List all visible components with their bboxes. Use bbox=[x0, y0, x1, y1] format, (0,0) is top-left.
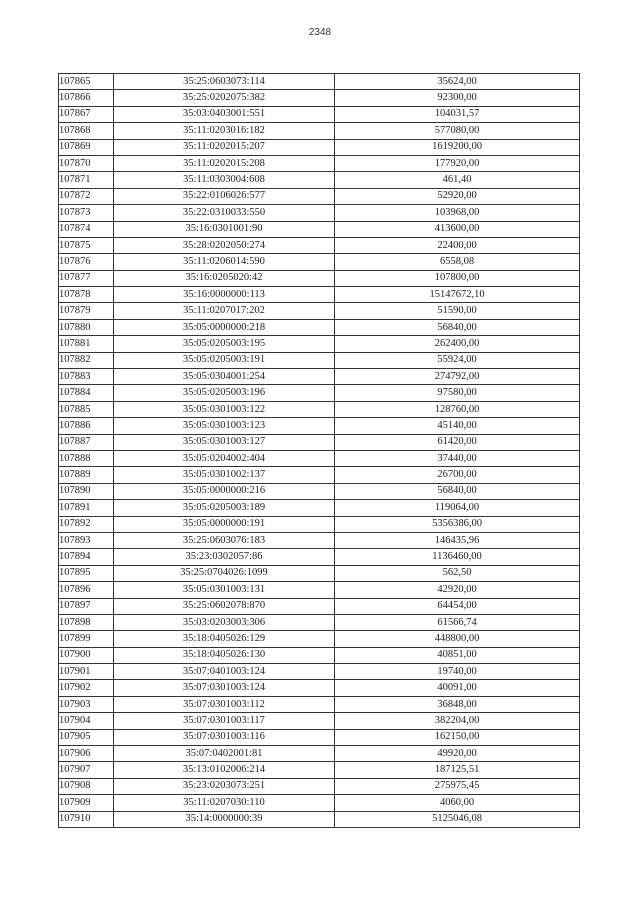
table-row bbox=[59, 90, 580, 106]
table-row bbox=[59, 532, 580, 548]
value-cell: 26700,00 bbox=[335, 467, 580, 483]
row-number-cell: 107883 bbox=[59, 369, 114, 385]
row-number-cell: 107866 bbox=[59, 90, 114, 106]
row-number-cell: 107885 bbox=[59, 401, 114, 417]
value-cell: 22400,00 bbox=[335, 237, 580, 253]
row-number-cell: 107884 bbox=[59, 385, 114, 401]
value-cell: 19740,00 bbox=[335, 664, 580, 680]
row-number-cell: 107895 bbox=[59, 565, 114, 581]
table-row bbox=[59, 811, 580, 827]
cadastral-number-cell: 35:05:0301003:127 bbox=[114, 434, 335, 450]
cadastral-number-cell: 35:05:0205003:196 bbox=[114, 385, 335, 401]
table-row bbox=[59, 369, 580, 385]
value-cell: 177920,00 bbox=[335, 155, 580, 171]
value-cell: 5356386,00 bbox=[335, 516, 580, 532]
row-number-cell: 107910 bbox=[59, 811, 114, 827]
row-number-cell: 107908 bbox=[59, 778, 114, 794]
row-number-cell: 107888 bbox=[59, 450, 114, 466]
cadastral-number-cell: 35:05:0304001:254 bbox=[114, 369, 335, 385]
cadastral-number-cell: 35:25:0704026:1099 bbox=[114, 565, 335, 581]
value-cell: 36848,00 bbox=[335, 696, 580, 712]
row-number-cell: 107867 bbox=[59, 106, 114, 122]
value-cell: 562,50 bbox=[335, 565, 580, 581]
table-row bbox=[59, 516, 580, 532]
cadastral-number-cell: 35:11:0203016:182 bbox=[114, 123, 335, 139]
table-row bbox=[59, 188, 580, 204]
table-row bbox=[59, 385, 580, 401]
cadastral-number-cell: 35:05:0000000:218 bbox=[114, 319, 335, 335]
row-number-cell: 107882 bbox=[59, 352, 114, 368]
cadastral-number-cell: 35:16:0000000:113 bbox=[114, 287, 335, 303]
value-cell: 1619200,00 bbox=[335, 139, 580, 155]
cadastral-number-cell: 35:07:0402001:81 bbox=[114, 746, 335, 762]
value-cell: 64454,00 bbox=[335, 598, 580, 614]
table-row bbox=[59, 500, 580, 516]
row-number-cell: 107869 bbox=[59, 139, 114, 155]
cadastral-number-cell: 35:22:0106026:577 bbox=[114, 188, 335, 204]
table-row bbox=[59, 237, 580, 253]
value-cell: 51590,00 bbox=[335, 303, 580, 319]
row-number-cell: 107865 bbox=[59, 74, 114, 90]
cadastral-number-cell: 35:14:0000000:39 bbox=[114, 811, 335, 827]
value-cell: 262400,00 bbox=[335, 336, 580, 352]
value-cell: 35624,00 bbox=[335, 74, 580, 90]
row-number-cell: 107874 bbox=[59, 221, 114, 237]
cadastral-number-cell: 35:05:0301003:122 bbox=[114, 401, 335, 417]
value-cell: 56840,00 bbox=[335, 483, 580, 499]
value-cell: 103968,00 bbox=[335, 205, 580, 221]
value-cell: 1136460,00 bbox=[335, 549, 580, 565]
row-number-cell: 107893 bbox=[59, 532, 114, 548]
value-cell: 274792,00 bbox=[335, 369, 580, 385]
value-cell: 382204,00 bbox=[335, 713, 580, 729]
value-cell: 61566,74 bbox=[335, 614, 580, 630]
value-cell: 104031,57 bbox=[335, 106, 580, 122]
value-cell: 40091,00 bbox=[335, 680, 580, 696]
value-cell: 15147672,10 bbox=[335, 287, 580, 303]
value-cell: 275975,45 bbox=[335, 778, 580, 794]
value-cell: 5125046,08 bbox=[335, 811, 580, 827]
value-cell: 37440,00 bbox=[335, 450, 580, 466]
value-cell: 61420,00 bbox=[335, 434, 580, 450]
table-row bbox=[59, 123, 580, 139]
row-number-cell: 107897 bbox=[59, 598, 114, 614]
cadastral-number-cell: 35:25:0603076:183 bbox=[114, 532, 335, 548]
table-row bbox=[59, 647, 580, 663]
cadastral-number-cell: 35:07:0301003:124 bbox=[114, 680, 335, 696]
value-cell: 448800,00 bbox=[335, 631, 580, 647]
value-cell: 40851,00 bbox=[335, 647, 580, 663]
row-number-cell: 107873 bbox=[59, 205, 114, 221]
value-cell: 97580,00 bbox=[335, 385, 580, 401]
table-row bbox=[59, 696, 580, 712]
value-cell: 187125,51 bbox=[335, 762, 580, 778]
table-row bbox=[59, 729, 580, 745]
value-cell: 162150,00 bbox=[335, 729, 580, 745]
table-row bbox=[59, 155, 580, 171]
row-number-cell: 107879 bbox=[59, 303, 114, 319]
table-row bbox=[59, 565, 580, 581]
row-number-cell: 107903 bbox=[59, 696, 114, 712]
value-cell: 42920,00 bbox=[335, 582, 580, 598]
row-number-cell: 107878 bbox=[59, 287, 114, 303]
row-number-cell: 107871 bbox=[59, 172, 114, 188]
value-cell: 107800,00 bbox=[335, 270, 580, 286]
cadastral-number-cell: 35:07:0301003:117 bbox=[114, 713, 335, 729]
cadastral-number-cell: 35:16:0205020:42 bbox=[114, 270, 335, 286]
row-number-cell: 107906 bbox=[59, 746, 114, 762]
row-number-cell: 107894 bbox=[59, 549, 114, 565]
cadastral-number-cell: 35:03:0403001:551 bbox=[114, 106, 335, 122]
row-number-cell: 107901 bbox=[59, 664, 114, 680]
cadastral-number-cell: 35:07:0301003:116 bbox=[114, 729, 335, 745]
table-row bbox=[59, 582, 580, 598]
cadastral-number-cell: 35:11:0207017:202 bbox=[114, 303, 335, 319]
row-number-cell: 107909 bbox=[59, 795, 114, 811]
row-number-cell: 107907 bbox=[59, 762, 114, 778]
row-number-cell: 107896 bbox=[59, 582, 114, 598]
cadastral-number-cell: 35:23:0203073:251 bbox=[114, 778, 335, 794]
value-cell: 119064,00 bbox=[335, 500, 580, 516]
table-row bbox=[59, 680, 580, 696]
value-cell: 52920,00 bbox=[335, 188, 580, 204]
row-number-cell: 107891 bbox=[59, 500, 114, 516]
table-body bbox=[59, 74, 580, 828]
cadastral-value-table bbox=[58, 73, 580, 828]
cadastral-number-cell: 35:03:0203003:306 bbox=[114, 614, 335, 630]
table-row bbox=[59, 401, 580, 417]
cadastral-number-cell: 35:11:0206014:590 bbox=[114, 254, 335, 270]
row-number-cell: 107890 bbox=[59, 483, 114, 499]
row-number-cell: 107868 bbox=[59, 123, 114, 139]
cadastral-number-cell: 35:05:0301003:123 bbox=[114, 418, 335, 434]
table-row bbox=[59, 713, 580, 729]
cadastral-number-cell: 35:05:0301003:131 bbox=[114, 582, 335, 598]
table-row bbox=[59, 434, 580, 450]
table-row bbox=[59, 450, 580, 466]
cadastral-number-cell: 35:25:0202075:382 bbox=[114, 90, 335, 106]
table-row bbox=[59, 254, 580, 270]
table-row bbox=[59, 614, 580, 630]
value-cell: 146435,96 bbox=[335, 532, 580, 548]
row-number-cell: 107872 bbox=[59, 188, 114, 204]
row-number-cell: 107881 bbox=[59, 336, 114, 352]
cadastral-number-cell: 35:28:0202050:274 bbox=[114, 237, 335, 253]
cadastral-number-cell: 35:11:0202015:208 bbox=[114, 155, 335, 171]
row-number-cell: 107887 bbox=[59, 434, 114, 450]
table-row bbox=[59, 352, 580, 368]
table-row bbox=[59, 205, 580, 221]
row-number-cell: 107904 bbox=[59, 713, 114, 729]
row-number-cell: 107870 bbox=[59, 155, 114, 171]
cadastral-number-cell: 35:23:0302057:86 bbox=[114, 549, 335, 565]
table-row bbox=[59, 74, 580, 90]
table-row bbox=[59, 172, 580, 188]
table-row bbox=[59, 319, 580, 335]
table-row bbox=[59, 303, 580, 319]
value-cell: 4060,00 bbox=[335, 795, 580, 811]
cadastral-number-cell: 35:13:0102006:214 bbox=[114, 762, 335, 778]
cadastral-number-cell: 35:05:0205003:195 bbox=[114, 336, 335, 352]
table-row bbox=[59, 483, 580, 499]
cadastral-number-cell: 35:18:0405026:129 bbox=[114, 631, 335, 647]
table-row bbox=[59, 762, 580, 778]
value-cell: 92300,00 bbox=[335, 90, 580, 106]
table-row bbox=[59, 287, 580, 303]
row-number-cell: 107900 bbox=[59, 647, 114, 663]
cadastral-number-cell: 35:05:0000000:216 bbox=[114, 483, 335, 499]
value-cell: 49920,00 bbox=[335, 746, 580, 762]
cadastral-number-cell: 35:07:0301003:112 bbox=[114, 696, 335, 712]
table-row bbox=[59, 631, 580, 647]
table-row bbox=[59, 795, 580, 811]
value-cell: 6558,08 bbox=[335, 254, 580, 270]
table-row bbox=[59, 270, 580, 286]
table-row bbox=[59, 778, 580, 794]
table-row bbox=[59, 336, 580, 352]
row-number-cell: 107898 bbox=[59, 614, 114, 630]
value-cell: 413600,00 bbox=[335, 221, 580, 237]
cadastral-number-cell: 35:05:0000000:191 bbox=[114, 516, 335, 532]
row-number-cell: 107875 bbox=[59, 237, 114, 253]
table-row bbox=[59, 746, 580, 762]
cadastral-number-cell: 35:11:0202015:207 bbox=[114, 139, 335, 155]
table-row bbox=[59, 418, 580, 434]
row-number-cell: 107889 bbox=[59, 467, 114, 483]
cadastral-number-cell: 35:07:0401003:124 bbox=[114, 664, 335, 680]
page-number: 2348 bbox=[308, 27, 332, 38]
value-cell: 128760,00 bbox=[335, 401, 580, 417]
row-number-cell: 107886 bbox=[59, 418, 114, 434]
value-cell: 56840,00 bbox=[335, 319, 580, 335]
table-row bbox=[59, 139, 580, 155]
cadastral-number-cell: 35:05:0205003:189 bbox=[114, 500, 335, 516]
cadastral-number-cell: 35:05:0301002:137 bbox=[114, 467, 335, 483]
table-row bbox=[59, 106, 580, 122]
cadastral-number-cell: 35:05:0204002:404 bbox=[114, 450, 335, 466]
row-number-cell: 107899 bbox=[59, 631, 114, 647]
cadastral-number-cell: 35:16:0301001:90 bbox=[114, 221, 335, 237]
table-row bbox=[59, 664, 580, 680]
cadastral-number-cell: 35:11:0303004:608 bbox=[114, 172, 335, 188]
row-number-cell: 107876 bbox=[59, 254, 114, 270]
value-cell: 461,40 bbox=[335, 172, 580, 188]
row-number-cell: 107892 bbox=[59, 516, 114, 532]
table-row bbox=[59, 549, 580, 565]
table-row bbox=[59, 221, 580, 237]
table-row bbox=[59, 467, 580, 483]
cadastral-number-cell: 35:22:0310033:550 bbox=[114, 205, 335, 221]
cadastral-number-cell: 35:05:0205003:191 bbox=[114, 352, 335, 368]
row-number-cell: 107877 bbox=[59, 270, 114, 286]
row-number-cell: 107905 bbox=[59, 729, 114, 745]
cadastral-number-cell: 35:25:0602078:870 bbox=[114, 598, 335, 614]
row-number-cell: 107880 bbox=[59, 319, 114, 335]
cadastral-number-cell: 35:11:0207030:110 bbox=[114, 795, 335, 811]
row-number-cell: 107902 bbox=[59, 680, 114, 696]
table-row bbox=[59, 598, 580, 614]
cadastral-number-cell: 35:18:0405026:130 bbox=[114, 647, 335, 663]
value-cell: 577080,00 bbox=[335, 123, 580, 139]
value-cell: 55924,00 bbox=[335, 352, 580, 368]
value-cell: 45140,00 bbox=[335, 418, 580, 434]
cadastral-number-cell: 35:25:0603073:114 bbox=[114, 74, 335, 90]
